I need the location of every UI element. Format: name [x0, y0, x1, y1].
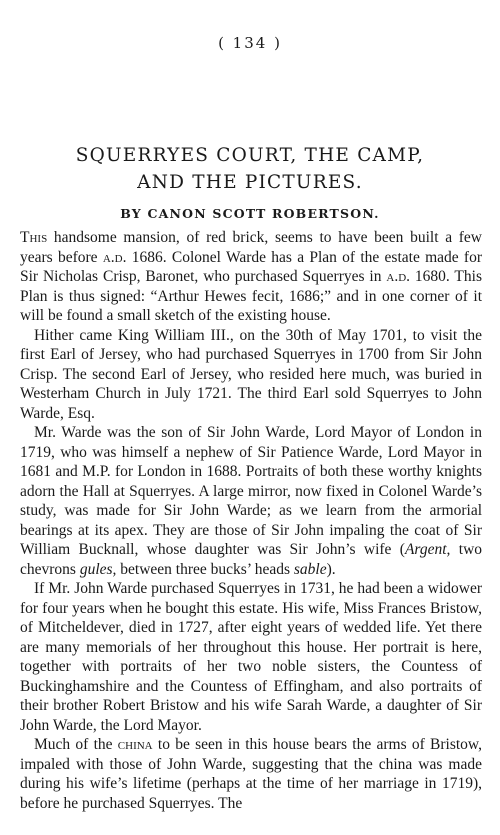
paragraph-3-text-d: ). — [326, 560, 336, 578]
paragraph-3 — [20, 423, 482, 579]
paragraph-3-text-c: between three bucks’ heads — [116, 560, 294, 578]
paragraph-5-text-a: Much of the — [34, 736, 118, 753]
page-number: ( 134 ) — [218, 34, 282, 52]
author-byline: BY CANON SCOTT ROBERTSON. — [120, 206, 380, 221]
era-abbreviation: a.d. — [386, 268, 411, 285]
title-line-1: SQUERRYES COURT, THE CAMP, — [75, 145, 425, 166]
paragraph-1-text-a: handsome mansion, of red brick, seems to have been built a few years before — [20, 229, 482, 266]
paragraph-1 — [20, 228, 482, 326]
paragraph-3-text-a: Mr. Warde was the son of Sir John Warde, Lord Mayor of London in 1719, who was himself a nephew of Sir Patience Warde, Lord Mayor in 1681 and M.P. for London in 1688. Portraits of both these worthy knights adorn the Hall at Squerryes. A large mirror, now fixed in Colonel Warde’s study, was made for Sir John Warde; as we learn from the armorial bearings at its apex. They are those of Sir John impaling the coat of Sir William Bucknall, whose daughter was Sir John’s wife ( — [20, 424, 482, 558]
paragraph-3-text-b: two chevrons — [20, 541, 483, 578]
heraldic-term: gules, — [79, 560, 117, 578]
opening-word: This — [20, 229, 48, 246]
paragraph-2: Hither came King William III., on the 30th of May 1701, to visit the first Earl of Jersey, who had purchased Squerryes in 1700 from Sir John Crisp. The second Earl of Jersey, who resided here much, was buried in Westerham Church in July 1721. The third Earl sold Squerryes to John Warde, Esq. — [20, 326, 482, 422]
paragraph-5 — [20, 735, 482, 813]
article-body — [20, 228, 482, 813]
heraldic-term: sable — [293, 560, 327, 578]
china-small-caps: china — [117, 736, 153, 753]
paragraph-5-text-b: to be seen in this house bears the arms of Bristow, impaled with those of John Warde, suggesting that the china was made during his wife’s lifetime (perhaps at the time of her marriage in 1719), before he purchased Squerryes. The — [20, 736, 482, 812]
era-abbreviation: a.d. — [102, 248, 127, 266]
paragraph-4: If Mr. John Warde purchased Squerryes in 1731, he had been a widower for four years when he bought this estate. His wife, Miss Frances Bristow, of Mitcheldever, died in 1727, after eight years of wedded life. Yet there are many memorials of her throughout this house. Her portrait is here, together with portraits of her two noble sisters, the Countess of Buckinghamshire and the Countess of Effingham, and also portraits of their brother Robert Bristow and his wife Sarah Warde, a daughter of Sir John Warde, the Lord Mayor. — [20, 580, 482, 734]
heraldic-term: Argent, — [404, 541, 451, 558]
paragraph-1-text-b: 1686. Colonel Warde has a Plan of the estate made for Sir Nicholas Crisp, Baronet, who purchased Squerryes in — [20, 248, 482, 285]
title-line-2: AND THE PICTURES. — [137, 172, 363, 193]
paragraph-1-text-c: 1680. This Plan is thus signed: “Arthur Hewes fecit, 1686;” and in one corner of it will be found a small sketch of the existing house. — [20, 268, 482, 324]
chapter-title — [0, 142, 500, 196]
